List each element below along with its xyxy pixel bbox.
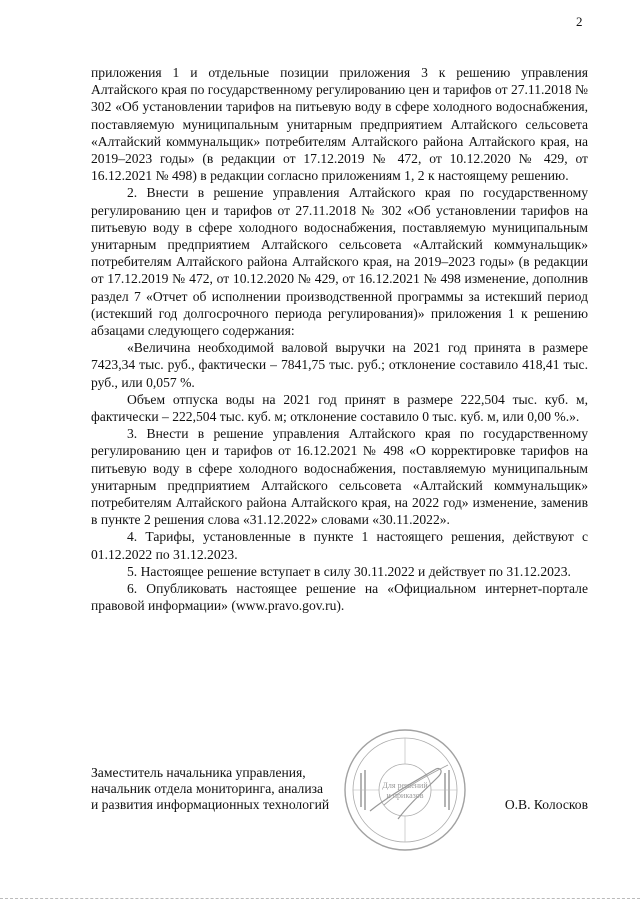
signer-title-line: Заместитель начальника управления, <box>91 765 306 780</box>
signer-name: О.В. Колосков <box>504 797 588 812</box>
paragraph-item-5: 5. Настоящее решение вступает в силу 30.11.2022 и действует по 31.12.2023. <box>127 563 571 579</box>
page-number: 2 <box>576 14 583 29</box>
paragraph-item-4: 4. Тарифы, установленные в пункте 1 настоящего решения, действуют с 01.12.2022 по 31.12.2023. <box>91 529 588 562</box>
signer-title-line: и развития информационных технологий <box>91 797 330 812</box>
signer-title-line: начальник отдела мониторинга, анализа <box>91 781 324 796</box>
page-bottom-rule <box>0 898 640 899</box>
stamp-inner-line: Для решений <box>382 781 428 790</box>
document-body <box>91 64 588 615</box>
paragraph-item-3: 3. Внести в решение управления Алтайского края по государственному регулированию цен и тарифов от 16.12.2021 № 498 «О корректировке тарифов на питьевую воду в сфере холодного водоснабжения, поставляемую муниципальным унитарным предприятием Алтайского сельсовета «Алтайский коммунальщик» потребителям Алтайского района Алтайского края, на 2022 год» изменение, заменив в пункте 2 решения слова «31.12.2022» словами «30.11.2022». <box>91 426 588 528</box>
paragraph-item-2: 2. Внести в решение управления Алтайского края по государственному регулированию цен и тарифов от 27.11.2018 № 302 «Об установлении тарифов на питьевую воду в сфере холодного водоснабжения, поставляемую муниципальным унитарным предприятием Алтайского сельсовета «Алтайский коммунальщик» потребителям Алтайского района Алтайского края, на 2019–2023 годы» (в редакции от 17.12.2019 № 472, от 10.12.2020 № 429, от 16.12.2021 № 498 изменение, дополнив раздел 7 «Отчет об исполнении производственной программы за истекший период (истекший год долгосрочного периода регулирования)» приложения 1 к решению абзацами следующего содержания: <box>91 185 588 339</box>
paragraph-item-6: 6. Опубликовать настоящее решение на «Официальном интернет-портале правовой информации» (www.pravo.gov.ru). <box>91 581 588 614</box>
paragraph-continuation: приложения 1 и отдельные позиции приложения 3 к решению управления Алтайского края по государственному регулированию цен и тарифов от 27.11.2018 № 302 «Об установлении тарифов на питьевую воду в сфере холодного водоснабжения, поставляемую муниципальным унитарным предприятием Алтайского сельсовета «Алтайский коммунальщик» потребителям Алтайского района Алтайского края, на 2019–2023 годы» (в редакции от 17.12.2019 № 472, от 10.12.2020 № 429, от 16.12.2021 № 498) в редакции согласно приложениям 1, 2 к настоящему решению. <box>91 65 588 184</box>
paragraph-quote-revenue: «Величина необходимой валовой выручки на 2021 год принята в размере 7423,34 тыс. руб., фактически – 7841,75 тыс. руб.; отклонение составило 418,41 тыс. руб., или 0,057 %. <box>91 340 588 390</box>
paragraph-quote-water-volume: Объем отпуска воды на 2021 год принят в размере 222,504 тыс. куб. м, фактически – 222,504 тыс. куб. м; отклонение составило 0 тыс. куб. м, или 0,00 %.». <box>91 391 588 425</box>
official-stamp <box>340 725 470 855</box>
stamp-inner-line: и приказов <box>386 791 424 800</box>
